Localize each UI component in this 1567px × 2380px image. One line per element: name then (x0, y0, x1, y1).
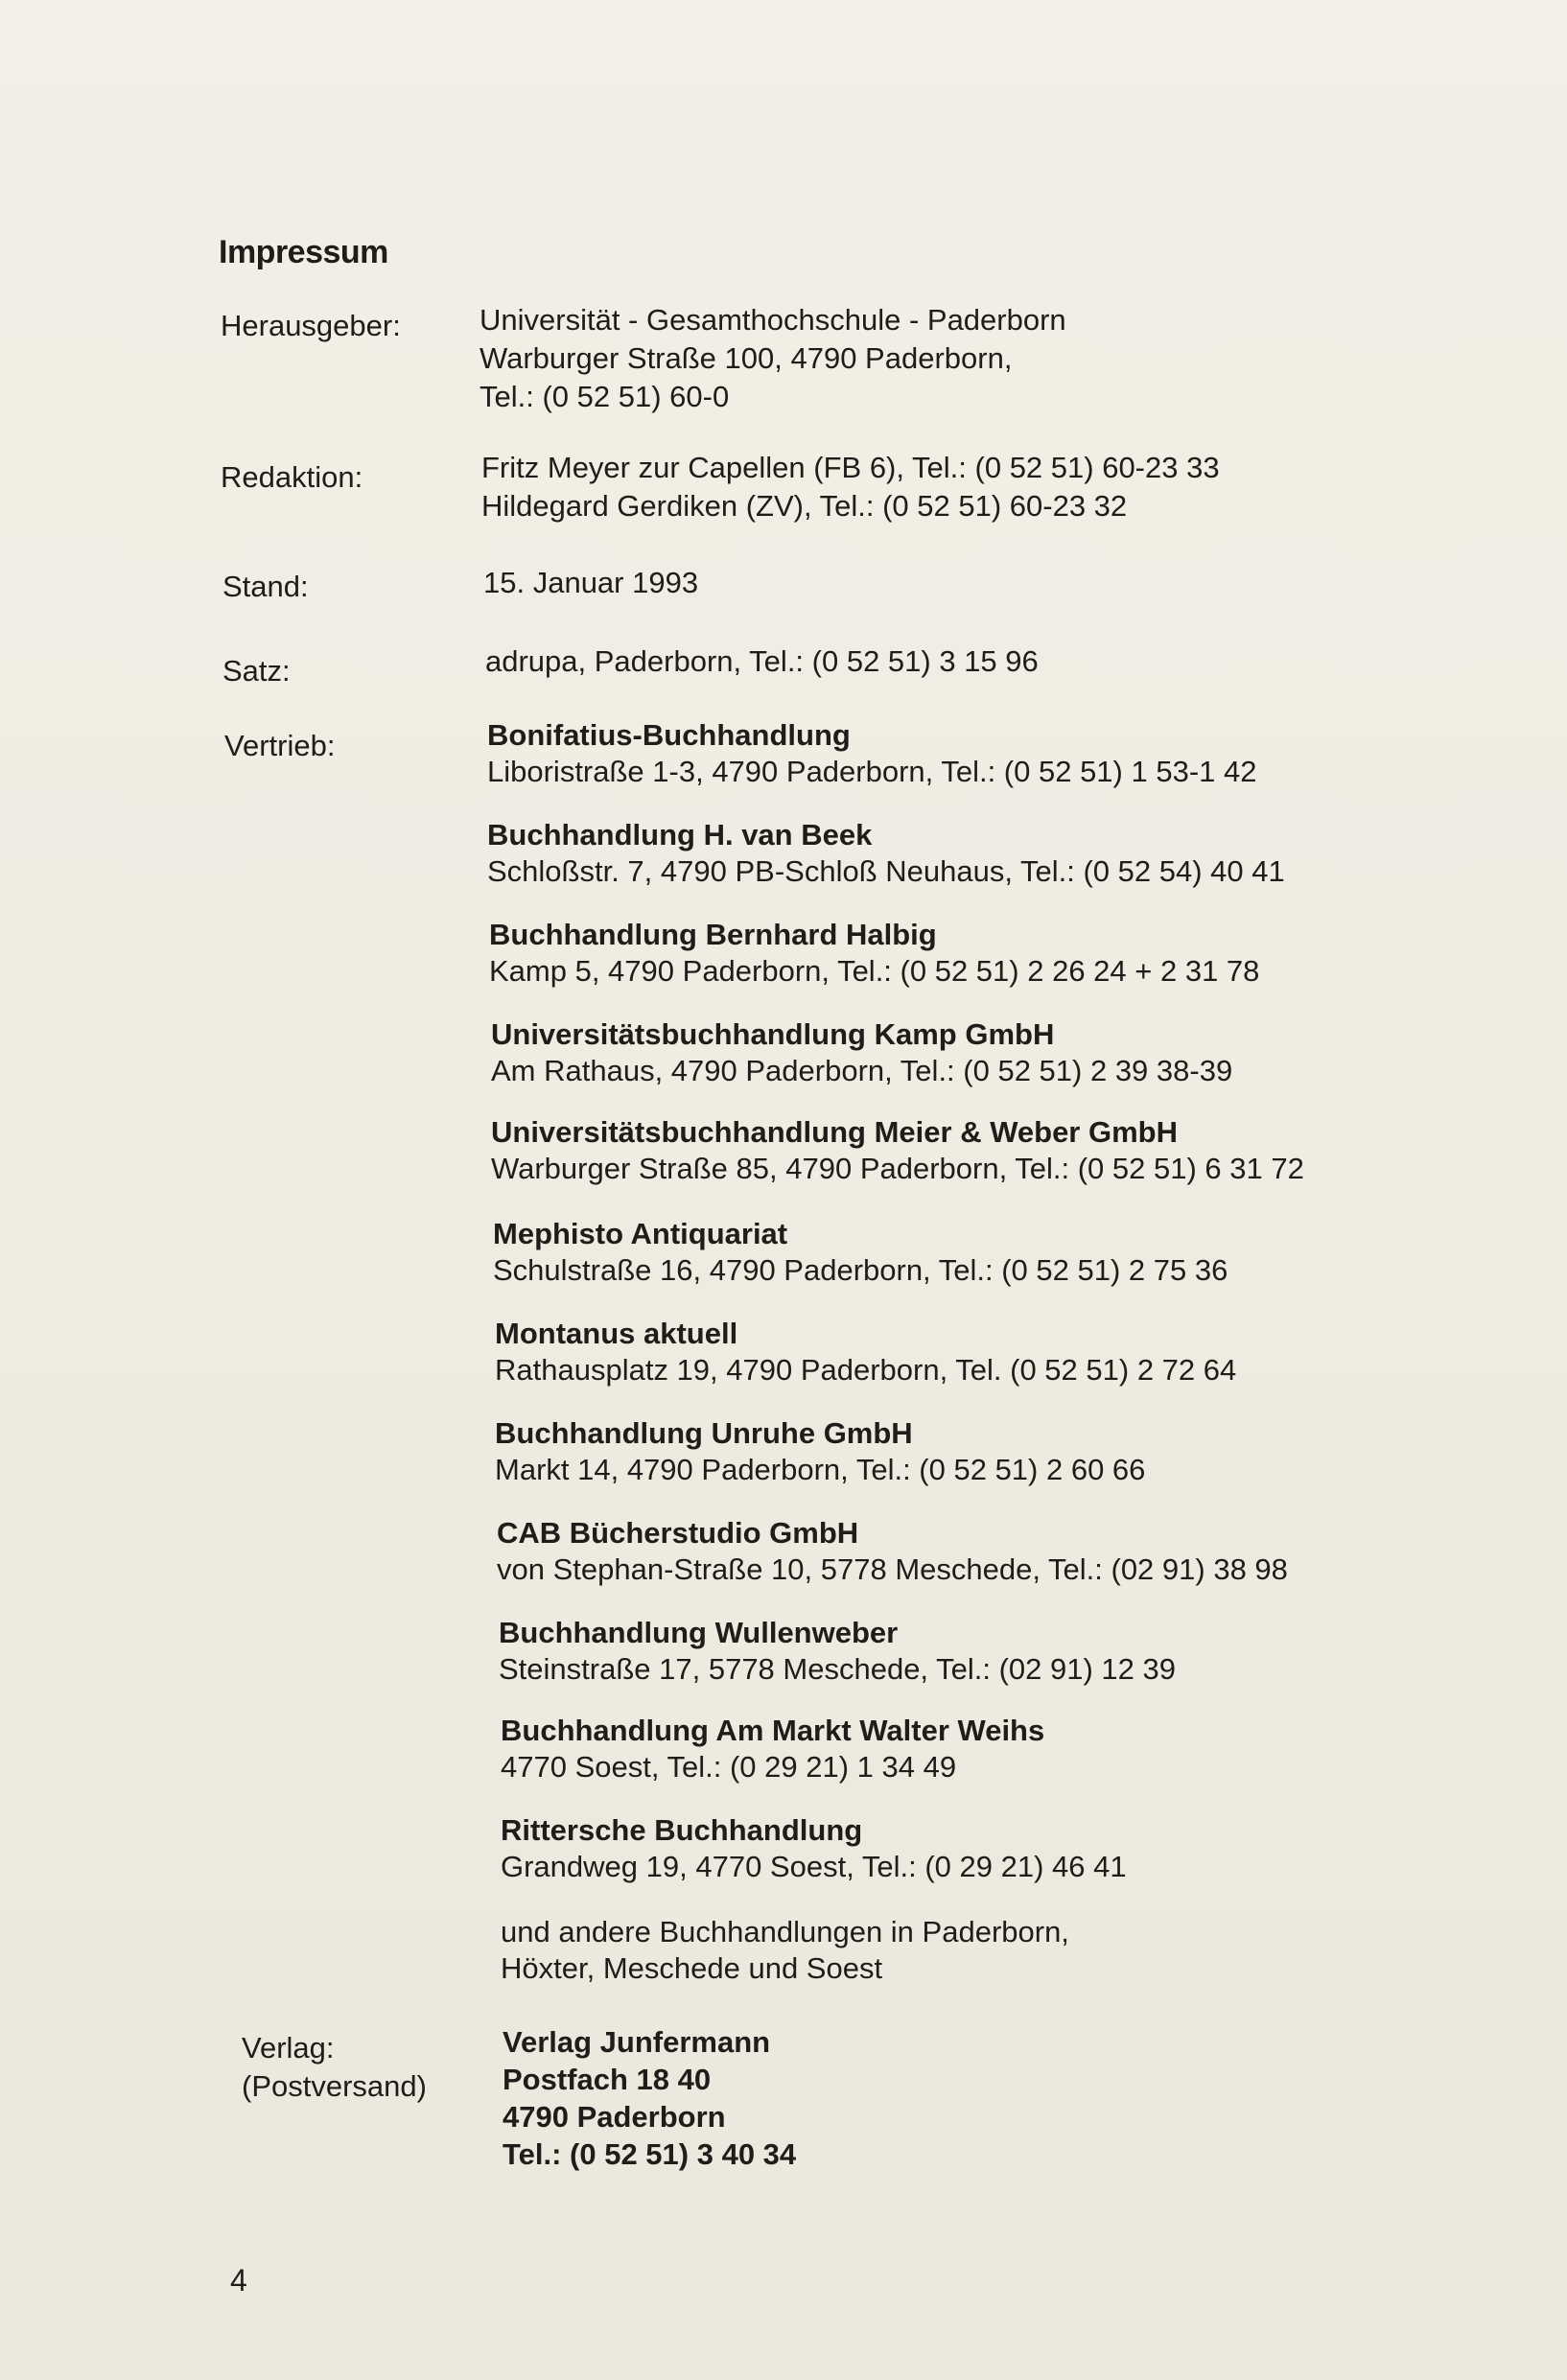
bookshop-name: CAB Bücherstudio GmbH (497, 1516, 859, 1550)
herausgeber-line: Tel.: (0 52 51) 60-0 (479, 380, 730, 413)
closing-line: und andere Buchhandlungen in Paderborn, (501, 1915, 1069, 1948)
page-title: Impressum (219, 234, 388, 270)
redaktion-line: Fritz Meyer zur Capellen (FB 6), Tel.: (0 52 51) 60-23 33 (481, 451, 1220, 484)
stand-label: Stand: (222, 570, 309, 603)
redaktion-line: Hildegard Gerdiken (ZV), Tel.: (0 52 51) 60-23 32 (481, 489, 1128, 523)
bookshop-address: Am Rathaus, 4790 Paderborn, Tel.: (0 52 51) 2 39 38-39 (491, 1054, 1233, 1087)
closing-line: Höxter, Meschede und Soest (501, 1951, 883, 1985)
verlag-line: Verlag Junfermann (503, 2025, 771, 2059)
list-item (487, 717, 1256, 790)
list-item (493, 1216, 1228, 1289)
bookshop-address: Schulstraße 16, 4790 Paderborn, Tel.: (0 52 51) 2 75 36 (493, 1253, 1228, 1287)
verlag-line: Postfach 18 40 (503, 2063, 712, 2096)
bookshop-address: Rathausplatz 19, 4790 Paderborn, Tel. (0 52 51) 2 72 64 (495, 1353, 1237, 1387)
herausgeber-line: Warburger Straße 100, 4790 Paderborn, (479, 341, 1013, 375)
verlag-line: 4790 Paderborn (503, 2100, 726, 2134)
list-item (499, 1615, 1176, 1688)
bookshop-name: Rittersche Buchhandlung (501, 1813, 863, 1847)
verlag-label-postversand: (Postversand) (242, 2069, 427, 2103)
bookshop-address: Steinstraße 17, 5778 Meschede, Tel.: (02 91) 12 39 (499, 1652, 1176, 1686)
bookshop-name: Buchhandlung H. van Beek (487, 818, 873, 852)
list-item (495, 1415, 1145, 1488)
bookshop-name: Montanus aktuell (495, 1317, 738, 1350)
verlag-label: Verlag: (242, 2031, 335, 2065)
bookshop-address: Liboristraße 1-3, 4790 Paderborn, Tel.: (0 52 51) 1 53-1 42 (487, 755, 1257, 788)
page-number: 4 (230, 2263, 247, 2298)
stand-value: 15. Januar 1993 (483, 566, 699, 599)
list-item (491, 1114, 1304, 1187)
bookshop-address: von Stephan-Straße 10, 5778 Meschede, Tel.: (02 91) 38 98 (497, 1552, 1288, 1586)
list-item (497, 1515, 1288, 1588)
herausgeber-line: Universität - Gesamthochschule - Paderborn (479, 303, 1066, 337)
satz-label: Satz: (222, 654, 291, 688)
list-item (501, 1713, 1044, 1785)
list-item (487, 817, 1285, 890)
list-item (495, 1316, 1236, 1388)
list-item (491, 1016, 1232, 1089)
bookshop-address: Grandweg 19, 4770 Soest, Tel.: (0 29 21) 46 41 (501, 1850, 1127, 1883)
vertrieb-closing (501, 1914, 1069, 1987)
bookshop-name: Buchhandlung Unruhe GmbH (495, 1416, 913, 1450)
herausgeber-block (479, 301, 1066, 416)
bookshop-name: Buchhandlung Am Markt Walter Weihs (501, 1714, 1045, 1747)
redaktion-block (481, 449, 1220, 525)
bookshop-name: Buchhandlung Bernhard Halbig (489, 918, 937, 951)
bookshop-name: Universitätsbuchhandlung Kamp GmbH (491, 1017, 1055, 1051)
bookshop-address: Schloßstr. 7, 4790 PB-Schloß Neuhaus, Tel.: (0 52 54) 40 41 (487, 854, 1285, 888)
list-item (501, 1812, 1127, 1885)
verlag-line: Tel.: (0 52 51) 3 40 34 (503, 2137, 797, 2171)
herausgeber-label: Herausgeber: (221, 309, 401, 342)
bookshop-name: Bonifatius-Buchhandlung (487, 718, 851, 752)
bookshop-name: Buchhandlung Wullenweber (499, 1616, 899, 1649)
vertrieb-label: Vertrieb: (224, 729, 336, 762)
verlag-label-block (242, 2029, 427, 2106)
bookshop-name: Universitätsbuchhandlung Meier & Weber GmbH (491, 1115, 1178, 1149)
bookshop-name: Mephisto Antiquariat (493, 1217, 788, 1250)
bookshop-address: 4770 Soest, Tel.: (0 29 21) 1 34 49 (501, 1750, 957, 1784)
satz-value: adrupa, Paderborn, Tel.: (0 52 51) 3 15 96 (485, 644, 1039, 678)
bookshop-address: Kamp 5, 4790 Paderborn, Tel.: (0 52 51) 2 26 24 + 2 31 78 (489, 954, 1260, 988)
bookshop-address: Warburger Straße 85, 4790 Paderborn, Tel.: (0 52 51) 6 31 72 (491, 1152, 1304, 1185)
bookshop-address: Markt 14, 4790 Paderborn, Tel.: (0 52 51) 2 60 66 (495, 1453, 1146, 1486)
list-item (489, 917, 1259, 990)
verlag-block (503, 2023, 796, 2173)
redaktion-label: Redaktion: (221, 460, 363, 494)
